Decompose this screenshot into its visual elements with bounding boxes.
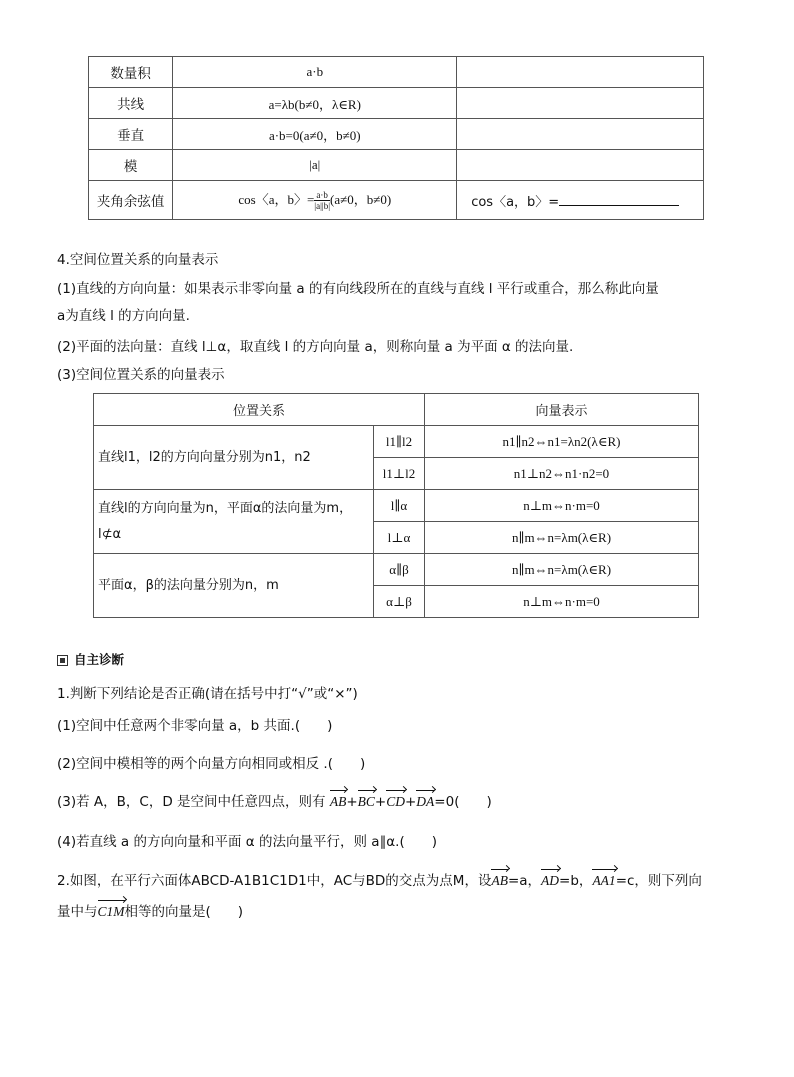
section4-p3: (3)空间位置关系的向量表示 <box>57 367 225 383</box>
q2-eq2: =b， <box>559 873 593 889</box>
q2-line2-prefix: 量中与 <box>57 904 98 920</box>
q2-prefix: 2.如图，在平行六面体ABCD-A1B1C1D1中，AC与BD的交点为点M，设 <box>57 873 492 889</box>
vector-cd: CD <box>386 792 405 812</box>
table1-row <box>89 181 704 220</box>
vector-ab: AB <box>491 871 508 891</box>
plus-sign: + <box>404 794 417 810</box>
table1-row <box>89 88 704 119</box>
cos-prefix: cos〈a，b〉= <box>238 191 315 207</box>
section4-title: 4.空间位置关系的向量表示 <box>57 252 219 268</box>
square-icon <box>57 655 68 666</box>
table1-row <box>89 57 704 88</box>
plus-sign: + <box>346 794 358 810</box>
vector-bc: BC <box>358 792 375 812</box>
question-1-1: (1)空间中任意两个非零向量 a，b 共面.( ) <box>57 718 333 734</box>
q2-eq3: =c，则下列向 <box>615 873 702 889</box>
vector-expression-cell: n1⊥n2⇔n1·n2=0 <box>425 458 699 490</box>
formula-cell <box>173 181 457 220</box>
vector-c1m: C1M <box>98 902 125 922</box>
cos-expression: cos〈a，b〉= <box>471 194 560 210</box>
table2-row <box>94 490 699 522</box>
question-1-3-prefix: (3)若 A，B，C，D 是空间中任意四点，则有 <box>57 794 330 810</box>
answer-blank[interactable] <box>559 193 679 206</box>
vector-expression-cell: n∥m⇔n=λm(λ∈R) <box>425 554 699 586</box>
answer-cell <box>457 150 704 181</box>
sub-relation-cell: α∥β <box>374 554 425 586</box>
vector-ad: AD <box>541 871 559 891</box>
q2-eq1: =a， <box>507 873 542 889</box>
spatial-relations-table <box>93 393 699 618</box>
fraction-denominator: |a||b| <box>314 201 330 212</box>
formula-cell: a·b=0(a≠0，b≠0) <box>173 119 457 150</box>
row-label: 夹角余弦值 <box>89 181 173 220</box>
formula-cell: |a| <box>173 150 457 181</box>
question-1: 1.判断下列结论是否正确(请在括号中打“√”或“×”) <box>57 686 358 702</box>
table2-row <box>94 426 699 458</box>
row-label: 共线 <box>89 88 173 119</box>
question-1-3 <box>57 792 492 812</box>
diagnosis-heading <box>57 650 124 670</box>
sub-relation-cell: l∥α <box>374 490 425 522</box>
vector-operations-table <box>88 56 704 220</box>
answer-cell <box>457 181 704 220</box>
sub-relation-cell: l1∥l2 <box>374 426 425 458</box>
q2-line2-suffix: 相等的向量是( ) <box>124 904 244 920</box>
row-label: 数量积 <box>89 57 173 88</box>
sub-relation-cell: α⊥β <box>374 586 425 618</box>
formula-cell: a=λb(b≠0，λ∈R) <box>173 88 457 119</box>
formula-cell: a·b <box>173 57 457 88</box>
section4-p1-line2: a为直线 l 的方向向量. <box>57 308 190 324</box>
header-relation: 位置关系 <box>94 394 425 426</box>
question-2-line2 <box>57 902 243 922</box>
question-1-2: (2)空间中模相等的两个向量方向相同或相反 .( ) <box>57 756 366 772</box>
question-2-line1 <box>57 871 702 891</box>
vector-expression-cell: n⊥m⇔n·m=0 <box>425 586 699 618</box>
table1-row <box>89 119 704 150</box>
section4-p1-line1: (1)直线的方向向量：如果表示非零向量 a 的有向线段所在的直线与直线 l 平行或重合，那么称此向量 <box>57 281 659 297</box>
table2-header-row <box>94 394 699 426</box>
answer-cell <box>457 88 704 119</box>
vector-da: DA <box>416 792 434 812</box>
answer-cell <box>457 57 704 88</box>
cos-fraction <box>314 190 330 211</box>
diagnosis-heading-text: 自主诊断 <box>74 652 125 667</box>
vector-expression-cell: n1∥n2⇔n1=λn2(λ∈R) <box>425 426 699 458</box>
vector-expression-cell: n∥m⇔n=λm(λ∈R) <box>425 522 699 554</box>
section4-p2: (2)平面的法向量：直线 l⊥α，取直线 l 的方向向量 a，则称向量 a 为平面 α 的法向量. <box>57 339 574 355</box>
vector-aa1: AA1 <box>592 871 615 891</box>
question-1-4: (4)若直线 a 的方向向量和平面 α 的法向量平行，则 a∥α.( ) <box>57 834 437 850</box>
vector-sum <box>330 794 434 810</box>
question-1-3-suffix: =0( ) <box>434 794 492 810</box>
header-vector: 向量表示 <box>425 394 699 426</box>
row-label: 垂直 <box>89 119 173 150</box>
answer-cell <box>457 119 704 150</box>
vector-expression-cell: n⊥m⇔n·m=0 <box>425 490 699 522</box>
sub-relation-cell: l1⊥l2 <box>374 458 425 490</box>
relation-cell: 直线l1，l2的方向向量分别为n1，n2 <box>94 426 374 490</box>
fraction-numerator: a·b <box>314 190 330 201</box>
sub-relation-cell: l⊥α <box>374 522 425 554</box>
table2-row <box>94 554 699 586</box>
cos-suffix: (a≠0，b≠0) <box>330 191 392 207</box>
relation-cell: 直线l的方向向量为n，平面α的法向量为m，l⊄α <box>94 490 374 554</box>
relation-cell: 平面α，β的法向量分别为n，m <box>94 554 374 618</box>
table1-row <box>89 150 704 181</box>
vector-ab: AB <box>330 792 347 812</box>
plus-sign: + <box>374 794 387 810</box>
row-label: 模 <box>89 150 173 181</box>
